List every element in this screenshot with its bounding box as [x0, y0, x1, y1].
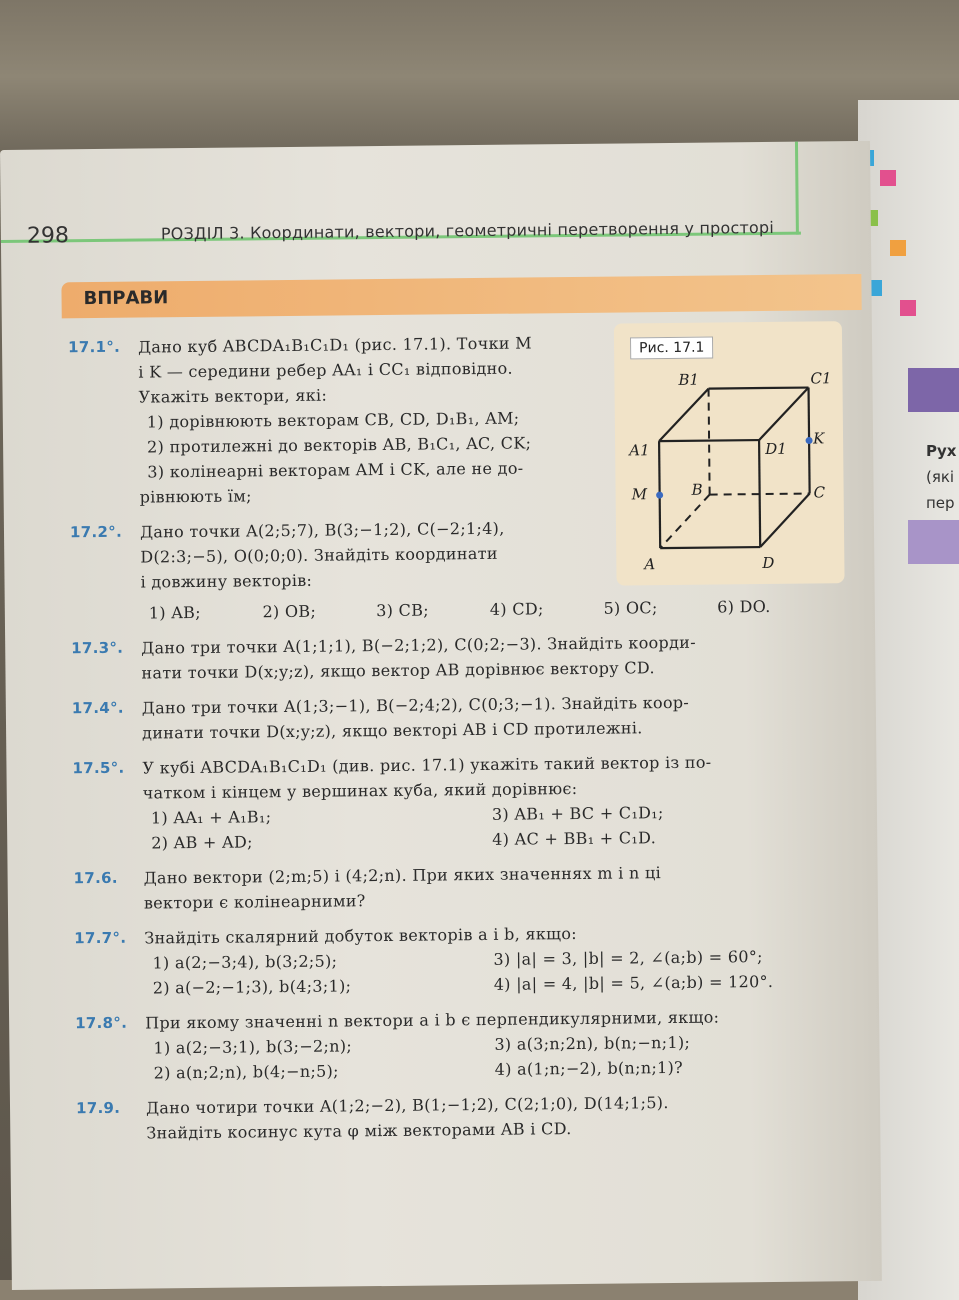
exercise-17-4 — [72, 688, 832, 746]
vertex-label: A — [644, 555, 656, 574]
option: 3) |a| = 3, |b| = 2, ∠(a;b) = 60°; — [493, 947, 763, 969]
exercise-17-6 — [74, 858, 834, 916]
vertex-label: D1 — [765, 439, 787, 459]
option: 1) a(2;−3;4), b(3;2;5); — [152, 951, 338, 973]
vertex-label: K — [812, 429, 825, 448]
exercise-17-7 — [74, 918, 835, 1001]
exercise-number: 17.7°. — [74, 928, 127, 948]
option: 3) AB₁ + BC + C₁D₁; — [491, 803, 664, 824]
exercise-line: 3) колінеарні векторам AM і CK, але не до- — [147, 458, 524, 482]
decor-tile — [900, 300, 916, 316]
option: 4) |a| = 4, |b| = 5, ∠(a;b) = 120°. — [493, 971, 774, 994]
exercise-line: При якому значенні n вектори a і b є перпендикулярними, якщо: — [145, 1007, 720, 1033]
option: 1) AA₁ + A₁B₁; — [150, 807, 272, 828]
exercise-number: 17.3°. — [71, 638, 124, 658]
option: 4) CD; — [489, 599, 544, 619]
exercise-number: 17.6. — [73, 868, 118, 888]
exercise-line: динати точки D(x;y;z), якщо векторі AB і CD протилежні. — [142, 718, 643, 743]
exercise-number: 17.5°. — [72, 758, 125, 778]
option: 1) a(2;−3;1), b(3;−2;n); — [153, 1036, 353, 1058]
exercise-line: нати точки D(x;y;z), якщо вектор AB дорівнює вектору CD. — [141, 658, 655, 683]
option: 6) DO. — [717, 596, 771, 617]
exercise-line: Знайдіть скалярний добуток векторів a і b, якщо: — [144, 924, 578, 948]
option: 3) a(3;n;2n), b(n;−n;1); — [494, 1032, 691, 1054]
header-rule-vertical — [795, 142, 799, 235]
exercise-number: 17.8°. — [75, 1013, 128, 1033]
exercises-list — [68, 327, 837, 1156]
option: 2) OB; — [262, 601, 317, 622]
vertex-label: B1 — [678, 370, 700, 389]
textbook-page — [0, 141, 882, 1290]
exercise-line: У кубі ABCDA₁B₁C₁D₁ (див. рис. 17.1) укажіть такий вектор із по- — [142, 752, 712, 778]
option: 2) AB + AD; — [151, 832, 253, 853]
vertex-label: C1 — [810, 369, 832, 388]
exercise-line: 1) дорівнюють векторам CB, CD, D₁B₁, AM; — [146, 408, 520, 432]
side-text: (які — [926, 468, 955, 486]
exercise-number: 17.9. — [75, 1098, 121, 1118]
exercise-line: D(2:3;−5), O(0;0;0). Знайдіть координати — [140, 543, 498, 567]
running-title: РОЗДІЛ 3. Координати, вектори, геометричні перетворення у просторі — [160, 217, 775, 244]
section-title: ВПРАВИ — [83, 287, 169, 310]
exercise-line: Дано три точки A(1;3;−1), B(−2;4;2), C(0;3;−1). Знайдіть коор- — [141, 692, 690, 718]
side-text: пер — [926, 494, 955, 512]
exercise-line: Дано точки A(2;5;7), B(3;−1;2), C(−2;1;4), — [139, 518, 505, 542]
exercise-17-9 — [76, 1088, 836, 1146]
exercise-17-8 — [75, 1003, 836, 1086]
exercise-number: 17.1°. — [67, 337, 121, 357]
exercise-17-3 — [71, 628, 831, 686]
exercise-line: рівнюють їм; — [139, 486, 252, 507]
exercise-line: Знайдіть косинус кута φ між векторами AB і CD. — [146, 1119, 572, 1143]
exercise-line: Укажіть вектори, які: — [138, 385, 328, 407]
exercise-line: Дано вектори (2;m;5) і (4;2;n). При яких значеннях m і n ці — [143, 863, 662, 888]
exercise-number: 17.2°. — [69, 522, 123, 542]
vertex-label: D — [762, 553, 775, 573]
side-strip — [908, 368, 959, 412]
exercise-17-2 — [70, 512, 831, 626]
option: 2) a(n;2;n), b(4;−n;5); — [153, 1061, 339, 1083]
side-strip — [908, 520, 959, 564]
section-banner — [61, 274, 861, 318]
exercise-line: Дано три точки A(1;1;1), B(−2;1;2), C(0;2;−3). Знайдіть коорди- — [141, 632, 696, 658]
exercise-line: чатком і кінцем у вершинах куба, який дорівнює: — [142, 778, 578, 803]
page-number: 298 — [26, 223, 70, 249]
exercise-line: 2) протилежні до векторів AB, B₁C₁, AC, CK; — [147, 433, 532, 457]
exercise-line: і довжину векторів: — [140, 570, 313, 592]
exercise-number: 17.4°. — [71, 698, 124, 718]
exercise-line: вектори є колінеарними? — [143, 891, 366, 913]
option: 4) AC + BB₁ + C₁D. — [492, 828, 657, 849]
decor-tile — [880, 170, 896, 186]
exercise-line: Дано чотири точки A(1;2;−2), B(1;−1;2), C(2;1;0), D(14;1;5). — [145, 1093, 669, 1118]
option: 4) a(1;n;−2), b(n;n;1)? — [494, 1057, 684, 1079]
exercise-17-5 — [72, 748, 833, 856]
exercise-line: і K — середини ребер AA₁ і CC₁ відповідно. — [138, 358, 513, 382]
vertex-label: C — [813, 483, 826, 502]
vertex-label: M — [631, 485, 648, 504]
option: 1) AB; — [148, 602, 201, 623]
option: 5) OC; — [603, 598, 658, 618]
vertex-label: A1 — [629, 441, 650, 460]
exercise-17-1 — [68, 327, 830, 510]
figure-label: Рис. 17.1 — [630, 337, 714, 360]
vertex-label: B — [691, 480, 703, 499]
option: 2) a(−2;−1;3), b(4;3;1); — [152, 976, 352, 998]
decor-tile — [890, 240, 906, 256]
option: 3) CB; — [376, 600, 429, 621]
side-text: Рух — [926, 442, 957, 460]
exercise-line: Дано куб ABCDA₁B₁C₁D₁ (рис. 17.1). Точки M — [137, 333, 532, 357]
